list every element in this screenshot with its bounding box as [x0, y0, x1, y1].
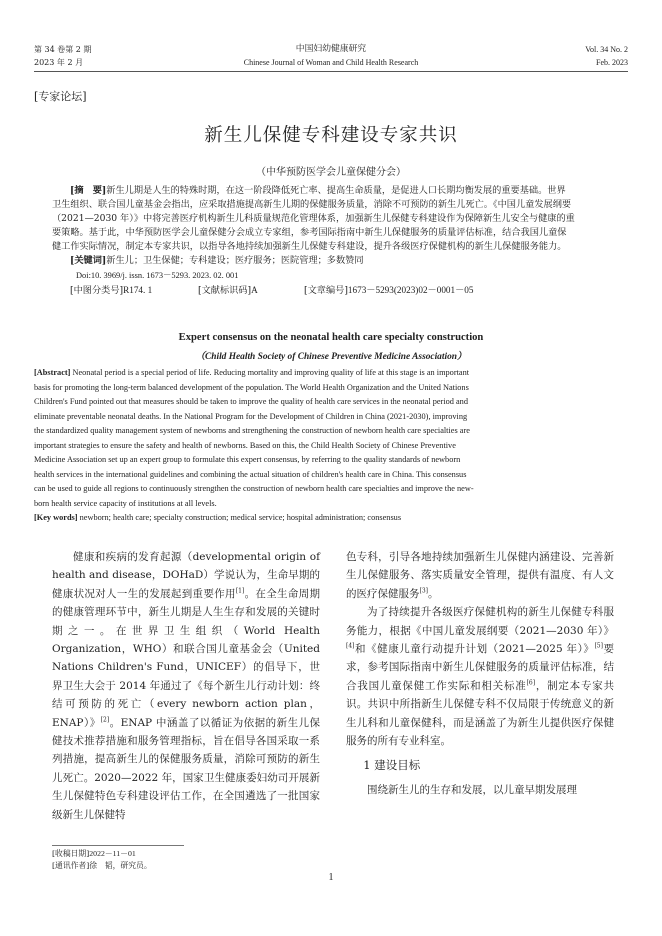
header-rule	[34, 71, 628, 72]
keywords-en-line	[34, 511, 628, 526]
body-text: 为了持续提升各级医疗保健机构的新生儿保健专科服务能力，根据《中国儿童发展纲要（2021—2030 年）》	[346, 606, 614, 637]
abstract-en-line: the standardized quality management system of newborns and strengthening the construction of newborn health care specialties are	[34, 426, 470, 435]
citation: [1]	[235, 587, 245, 595]
received-line	[52, 848, 152, 860]
body-text: 。在全生命周期的健康管理环节中，新生儿期是人生生存和发展的关键时期之一。在世界卫生组织（World Health Organization，WHO）和联合国儿童基金会（United Nations Children's Fund，UNICEF）的倡导下，世界卫生大会于 2014 年通过了《每个新生儿行动计划：终结可预防的死亡（every newborn action plan，ENAP）》	[52, 587, 320, 729]
abstract-en-line: important strategies to ensure the safety and health of newborns. Based on this, the Child Health Society of Chinese Preventive	[34, 440, 456, 450]
footnote-rule	[52, 845, 184, 846]
author-cn: （中华预防医学会儿童保健分会）	[256, 167, 406, 178]
received-label: [收稿日期]	[52, 849, 90, 858]
article-title-en: Expert consensus on the neonatal health care specialty construction	[178, 332, 484, 343]
abstract-en-line: basis for promoting the long-term balanced development of the population. The World Health Organization and the United Nations	[34, 382, 469, 392]
article-no-label: [文章编号]	[304, 284, 348, 296]
abstract-cn-text: 新生儿期是人生的特殊时期，在这一阶段降低死亡率、提高生命质量，是促进人口长期均衡发展的重要基础。世界	[106, 185, 566, 196]
citation: [6]	[526, 679, 536, 687]
abstract-en-line: health services in the international guidelines and combining the actual situation of children's health care in China. This consensus	[34, 469, 467, 479]
body-left-column	[52, 548, 320, 824]
abstract-cn-line: （2021—2030 年）》中将完善医疗机构新生儿科质量规范化管理体系，加强新生儿保健专科建设作为保障新生儿安全与健康的重	[52, 213, 575, 225]
received-date: 2022－11－01	[89, 849, 136, 858]
body-text: 。ENAP 中涵盖了以循证为依据的新生儿保健技术推荐措施和服务管理指标，旨在倡导各国采取一系列措施，提高新生儿的保健服务质量，消除可预防的新生儿死亡。2020—2022 年，国家卫生健康委妇幼司开展新生儿保健特色专科建设评估工作，在全国遴选了一批国家级新生儿保健特	[52, 716, 321, 821]
abstract-en	[34, 366, 628, 526]
abstract-en-line: Medicine Association set up an expert group to formulate this expert consensus, by referring to the quality standards of newborn	[34, 455, 461, 464]
keywords-cn-line	[52, 254, 610, 268]
body-paragraph: 围绕新生儿的生存和发展，以儿童早期发展理	[367, 783, 577, 796]
body-text: 要求，参考国际指南中新生儿保健服务的质量评估标准，结合我国儿童保健工作实际和相关标准	[346, 643, 615, 692]
abstract-en-label: [Abstract]	[34, 368, 71, 377]
body-paragraph	[52, 548, 320, 824]
article-no-item	[304, 283, 473, 298]
abstract-en-line: eliminate preventable neonatal deaths. In the National Program for the Development of Children in China (2021-2030), improving	[34, 411, 468, 421]
header-volume-issue: 第 34 卷第 2 期	[34, 45, 92, 54]
body-text: 色专科，引导各地持续加强新生儿保健内涵建设、完善新生儿保健服务、落实质量安全管理，提供有温度、有人文的医疗保健服务	[346, 551, 614, 600]
abstract-en-line: can be used to guide all regions to continuously strengthen the construction of newborn health care specialties and improve the new-	[34, 484, 474, 493]
doc-code-item	[198, 283, 258, 298]
abstract-en-line	[34, 366, 628, 381]
header-date-cn: 2023 年 2 月	[34, 58, 84, 67]
abstract-cn-label: [摘 要]	[70, 185, 107, 196]
footnote	[52, 848, 152, 872]
abstract-cn-line: 卫生组织、联合国儿童基金会指出，应采取措施提高新生儿期的保健服务质量，消除不可预防的新生儿死亡。《中国儿童发展纲要	[52, 199, 572, 211]
doc-code-value: A	[251, 284, 258, 295]
corresponding-line	[52, 860, 152, 872]
doi-line: Doi:10. 3969/j. issn. 1673－5293. 2023. 02. 001	[76, 270, 239, 280]
header-journal-cn: 中国妇幼健康研究	[295, 44, 367, 54]
citation: [4]	[346, 642, 355, 650]
keywords-en: newborn; health care; specialty construction; medical service; hospital administration; consensus	[79, 513, 402, 522]
abstract-cn-line: 要策略。基于此，中华预防医学会儿童保健分会成立专家组，参考国际指南中新生儿保健服务的质量评估标准，结合我国儿童保	[52, 227, 567, 239]
body-right-column	[346, 548, 614, 799]
abstract-cn-line	[52, 184, 610, 198]
keywords-cn: 新生儿；卫生保健；专科建设；医疗服务；医院管理；多数赞同	[106, 255, 364, 267]
doc-code-label: [文献标识码]	[198, 284, 252, 296]
body-text: 健康和疾病的发育起源（developmental origin of health and disease，DOHaD）学说认为，生命早期的健康状况对人一生的发展起到重要作用	[52, 551, 320, 600]
keywords-cn-label: [关键词]	[70, 255, 107, 267]
article-no-value: 1673－5293(2023)02－0001－05	[347, 284, 474, 295]
citation: [2]	[100, 716, 110, 724]
body-text: 。	[428, 587, 439, 600]
section-heading: 1 建设目标	[363, 758, 421, 773]
classification-line	[52, 283, 610, 297]
abstract-en-line: Children's Fund pointed out that measures should be taken to improve the quality of health care services in the neonatal period and	[34, 397, 468, 406]
body-text: 和《健康儿童行动提升计划（2021—2025 年）》	[354, 643, 595, 656]
header-date-en: Feb. 2023	[596, 58, 628, 67]
body-text: ，制定本专家共识。共识中所指新生儿保健专科不仅局限于传统意义的新生儿科和儿童保健科，而是涵盖了为新生儿提供医疗保健服务的所有专业科室。	[346, 679, 615, 748]
header-journal-en: Chinese Journal of Woman and Child Health Research	[243, 58, 419, 67]
article-title-cn: 新生儿保健专科建设专家共识	[204, 125, 458, 146]
corresponding-label: [通讯作者]	[52, 861, 90, 870]
clc-value: R174. 1	[123, 284, 153, 295]
author-en: （Child Health Society of Chinese Preventive Medicine Association）	[195, 352, 467, 362]
keywords-en-label: [Key words]	[34, 513, 78, 522]
abstract-en-line: born health service capacity of institutions at all levels.	[34, 498, 217, 508]
corresponding-author: 徐 韬，研究员。	[89, 861, 152, 870]
column-tag: [专家论坛]	[34, 90, 87, 103]
clc-item	[70, 283, 152, 298]
header-volume-en: Vol. 34 No. 2	[585, 45, 628, 54]
citation: [5]	[594, 642, 603, 650]
citation: [3]	[419, 587, 428, 595]
abstract-en-text: Neonatal period is a special period of life. Reducing mortality and improving quality of life at this stage is an important	[72, 368, 470, 377]
page-number: 1	[328, 872, 334, 883]
abstract-cn-line: 健工作实际情况，制定本专家共识，以指导各地持续加强新生儿保健专科建设，提升各级医疗保健机构的新生儿保健服务能力。	[52, 241, 567, 253]
clc-label: [中图分类号]	[70, 284, 124, 296]
body-paragraph	[346, 603, 614, 750]
abstract-cn	[52, 184, 610, 297]
body-paragraph	[346, 548, 614, 603]
